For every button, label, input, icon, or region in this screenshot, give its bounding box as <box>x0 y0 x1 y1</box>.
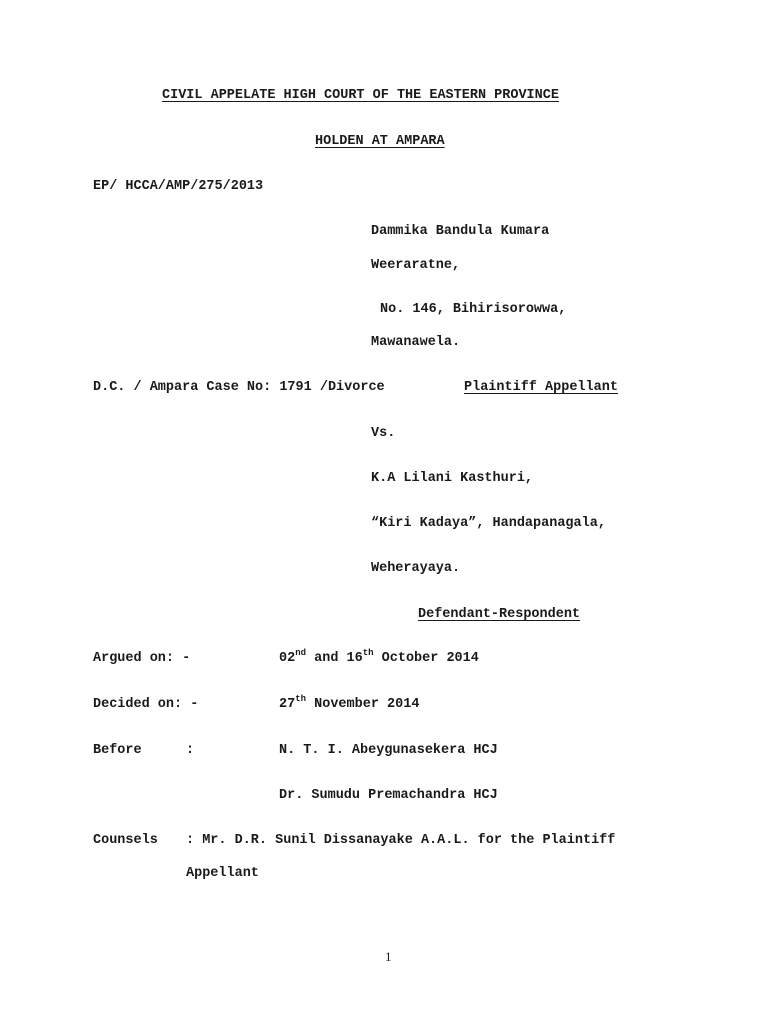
argued-mid: and 16 <box>306 651 363 666</box>
plaintiff-role: Plaintiff Appellant <box>464 380 618 395</box>
argued-label: Argued on: - <box>93 651 191 666</box>
judge-2: Dr. Sumudu Premachandra HCJ <box>279 788 498 803</box>
argued-date <box>279 648 479 667</box>
counsels-line1: : Mr. D.R. Sunil Dissanayake A.A.L. for the Plaintiff <box>186 833 616 848</box>
defendant-address-line2: Weherayaya. <box>371 561 461 576</box>
decided-day: 27 <box>279 697 296 712</box>
page-number: 1 <box>385 949 392 964</box>
counsels-label: Counsels <box>93 833 158 848</box>
argued-day1-suffix: nd <box>295 648 307 658</box>
holden-at: HOLDEN AT AMPARA <box>315 134 445 149</box>
dc-case-number: D.C. / Ampara Case No: 1791 /Divorce <box>93 380 385 395</box>
decided-date <box>279 694 420 713</box>
before-label: Before <box>93 743 142 758</box>
case-number: EP/ HCCA/AMP/275/2013 <box>93 179 264 194</box>
defendant-address-line1: “Kiri Kadaya”, Handapanagala, <box>371 516 606 531</box>
court-title: CIVIL APPELATE HIGH COURT OF THE EASTERN PROVINCE <box>162 88 559 103</box>
argued-day2-suffix: th <box>362 648 374 658</box>
argued-day1: 02 <box>279 651 296 666</box>
decided-rest: November 2014 <box>306 697 420 712</box>
before-colon: : <box>186 743 195 758</box>
plaintiff-address-line1: No. 146, Bihirisorowwa, <box>380 302 567 317</box>
plaintiff-name-line1: Dammika Bandula Kumara <box>371 224 550 239</box>
counsels-line2: Appellant <box>186 866 259 881</box>
decided-day-suffix: th <box>295 694 307 704</box>
defendant-name: K.A Lilani Kasthuri, <box>371 471 534 486</box>
decided-label: Decided on: - <box>93 697 199 712</box>
plaintiff-name-line2: Weeraratne, <box>371 258 461 273</box>
defendant-role: Defendant-Respondent <box>418 607 581 622</box>
plaintiff-address-line2: Mawanawela. <box>371 335 461 350</box>
judge-1: N. T. I. Abeygunasekera HCJ <box>279 743 498 758</box>
versus: Vs. <box>371 426 396 441</box>
argued-rest: October 2014 <box>373 651 479 666</box>
